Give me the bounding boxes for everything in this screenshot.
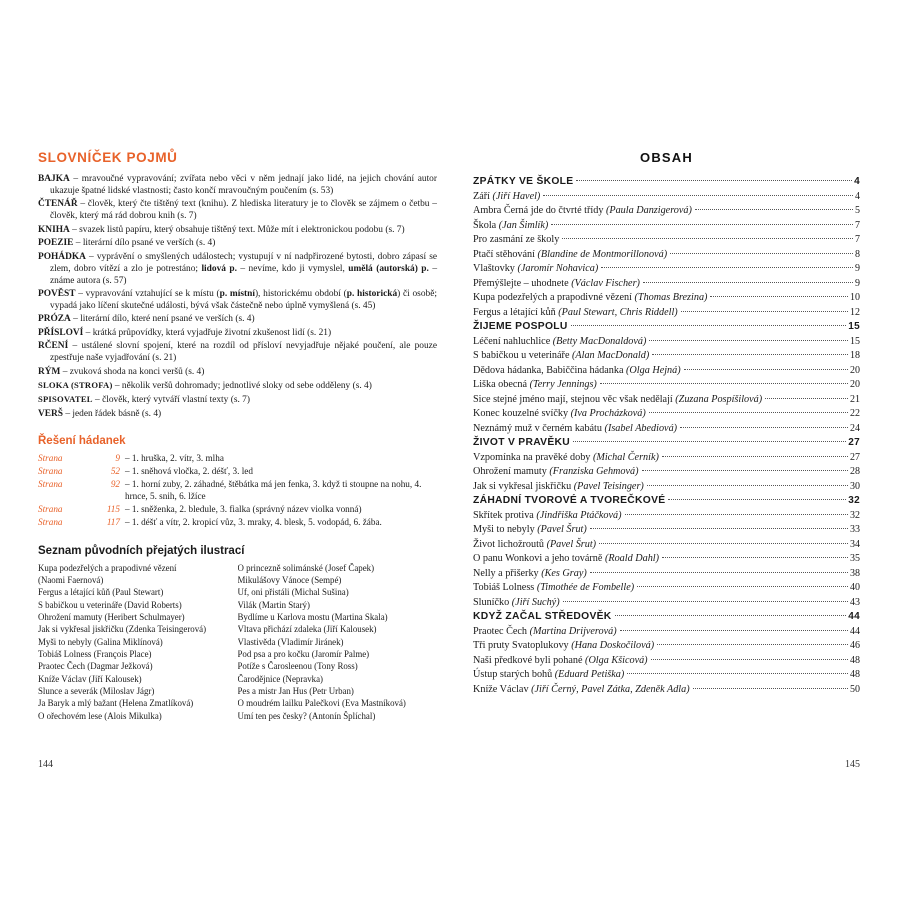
illustration-item: Potíže s Čarosleenou (Tony Ross) xyxy=(237,661,358,672)
toc-entry-page: 32 xyxy=(848,495,860,507)
toc-leader-dots xyxy=(647,485,848,486)
answer-label: Strana xyxy=(38,452,63,463)
toc-entry-title: Fergus a létající kůň (Paul Stewart, Chris Riddell) xyxy=(473,306,678,318)
toc-entry-title: Ptačí stěhování (Blandine de Montmorillonová) xyxy=(473,248,668,260)
toc-entry-row[interactable] xyxy=(473,380,860,390)
illustration-item: Jak si vykřesal jiskřičku (Zdenka Teisingerová) xyxy=(38,624,207,635)
toc-entry-row[interactable] xyxy=(473,467,860,477)
toc-entry-title: Sluníčko (Jiří Suchý) xyxy=(473,596,560,608)
toc-leader-dots xyxy=(563,601,848,602)
toc-entry-row[interactable] xyxy=(473,206,860,216)
toc-entry-row[interactable] xyxy=(473,511,860,521)
answer-row xyxy=(38,466,437,478)
toc-leader-dots xyxy=(551,224,853,225)
toc-entry-row[interactable] xyxy=(473,525,860,535)
answer-label: Strana xyxy=(38,516,63,527)
toc-entry-author: (Pavel Šrut) xyxy=(537,524,587,536)
glossary-term: RÝM xyxy=(38,366,61,377)
toc-entry-page: 46 xyxy=(850,640,860,652)
toc-entry-row[interactable] xyxy=(473,192,860,202)
toc-entry-row[interactable] xyxy=(473,264,860,274)
toc-entry-page: 7 xyxy=(855,219,860,231)
toc-section-row[interactable] xyxy=(473,322,860,332)
toc-entry-row[interactable] xyxy=(473,569,860,579)
toc-entry-row[interactable] xyxy=(473,554,860,564)
toc-leader-dots xyxy=(668,499,846,500)
toc-entry-title: Sice stejné jméno mají, stejnou věc však nedělají (Zuzana Pospíšilová) xyxy=(473,393,763,405)
page-number-left: 144 xyxy=(38,759,53,770)
toc-leader-dots xyxy=(649,340,848,341)
toc-entry-title: Myši to nebyly (Pavel Šrut) xyxy=(473,524,587,536)
glossary-definition: – ustálené slovní spojení, které na rozdíl od přísloví nevyjadřuje nějaké poučení, ale pouze zpestřuje naše vyjadřování (s. 21) xyxy=(50,341,437,364)
toc-entry-author: (Jindřiška Ptáčková) xyxy=(536,509,622,521)
page-title-glossary: SLOVNÍČEK POJMŮ xyxy=(38,150,178,165)
toc-entry-title: O panu Wonkovi a jeho továrně (Roald Dahl) xyxy=(473,553,660,565)
toc-entry-page: 20 xyxy=(850,379,860,391)
toc-entry-author: (Pavel Teisinger) xyxy=(573,480,644,492)
toc-entry-title: Tři pruty Svatoplukovy (Hana Doskočilová) xyxy=(473,640,655,652)
glossary-definition: – literární dílo psané ve verších (s. 4) xyxy=(73,238,216,249)
toc-entry-author: (Iva Procházková) xyxy=(570,408,646,420)
toc-entry-author: (Olga Kšicová) xyxy=(585,654,648,666)
toc-entry-title: Pro zasmání ze školy xyxy=(473,234,560,246)
toc-entry-author: (Paul Stewart, Chris Riddell) xyxy=(558,306,678,318)
toc-entry-row[interactable] xyxy=(473,598,860,608)
glossary-definition: – člověk, který čte tištěný text (knihu). Z hlediska literatury je to člověk se zájmem o četbu – člověk, který má rád dobrou knih (s. 7) xyxy=(50,199,437,222)
toc-entry-page: 9 xyxy=(855,263,860,275)
glossary-term: POHÁDKA xyxy=(38,251,86,262)
illustration-item: Kupa podezřelých a prapodivné vězení xyxy=(38,562,177,573)
toc-entry-author: (Jiří Suchý) xyxy=(511,596,560,608)
glossary-term: RČENÍ xyxy=(38,341,69,352)
toc-entry-page: 7 xyxy=(855,234,860,246)
toc-entry-author: (Isabel Abediová) xyxy=(604,422,678,434)
toc-entry-row[interactable] xyxy=(473,221,860,231)
illustration-item: Myši to nebyly (Galina Miklínová) xyxy=(38,636,163,647)
toc-entry-title: Vzpomínka na pravěké doby (Michal Černík) xyxy=(473,451,659,463)
toc-entry-title: Neznámý muž v černém kabátu (Isabel Abediová) xyxy=(473,422,678,434)
toc-entry-page: 48 xyxy=(850,654,860,666)
toc-entry-title: Praotec Čech (Martina Drijverová) xyxy=(473,625,617,637)
toc-leader-dots xyxy=(601,267,853,268)
toc-entry-title: Ambra Černá jde do čtvrté třídy (Paula Danzigerová) xyxy=(473,205,692,217)
toc-entry-row[interactable] xyxy=(473,308,860,318)
illustration-item: Fergus a létající kůň (Paul Stewart) xyxy=(38,587,164,598)
answer-text: – 1. sněženka, 2. bledule, 3. fialka (správný název violka vonná) xyxy=(125,503,362,514)
toc-entry-author: (Terry Jennings) xyxy=(529,379,597,391)
toc-entry-title: KDYŽ ZAČAL STŘEDOVĚK xyxy=(473,611,612,623)
answer-page-number: 92 xyxy=(110,478,120,489)
toc-entry-title: Dědova hádanka, Babiččina hádanka (Olga Hejná) xyxy=(473,364,681,376)
toc-entry-title: Konec kouzelné svíčky (Iva Procházková) xyxy=(473,408,646,420)
toc-leader-dots xyxy=(642,470,848,471)
toc-entry-page: 12 xyxy=(850,306,860,318)
toc-leader-dots xyxy=(590,572,848,573)
answer-row xyxy=(38,479,437,503)
illustration-item: Slunce a severák (Miloslav Jágr) xyxy=(38,685,155,696)
toc-leader-dots xyxy=(562,238,853,239)
right-page xyxy=(455,0,900,900)
toc-leader-dots xyxy=(643,282,853,283)
toc-leader-dots xyxy=(693,688,848,689)
illustration-item: Tobiáš Lolness (François Place) xyxy=(38,648,152,659)
toc-entry-row[interactable] xyxy=(473,366,860,376)
toc-entry-title: Září (Jiří Havel) xyxy=(473,190,541,202)
toc-entry-row[interactable] xyxy=(473,583,860,593)
toc-entry-page: 43 xyxy=(850,596,860,608)
illustration-item: O ořechovém lese (Alois Mikulka) xyxy=(38,710,162,721)
answers-heading: Řešení hádanek xyxy=(38,434,126,447)
toc-entry-author: (Franziska Gehmová) xyxy=(549,466,639,478)
toc-entry-title: ZÁHADNÍ TVOROVÉ A TVOREČKOVÉ xyxy=(473,495,666,507)
glossary-term: PRÓZA xyxy=(38,314,71,325)
toc-entry-page: 50 xyxy=(850,683,860,695)
illustrations-heading: Seznam původních přejatých ilustrací xyxy=(38,544,245,557)
toc-entry-page: 27 xyxy=(848,437,860,449)
toc-entry-title: Liška obecná (Terry Jennings) xyxy=(473,379,597,391)
toc-entry-author: (Jiří Černý, Pavel Zátka, Zdeněk Adla) xyxy=(531,683,690,695)
toc-entry-row[interactable] xyxy=(473,293,860,303)
illustration-item: O moudrém lailku Palečkovi (Eva Mastníková) xyxy=(237,698,406,709)
toc-leader-dots xyxy=(651,659,848,660)
toc-entry-page: 21 xyxy=(850,393,860,405)
toc-leader-dots xyxy=(710,296,848,297)
glossary-definition: – literární dílo, které není psané ve verších (s. 4) xyxy=(70,314,255,325)
toc-entry-row[interactable] xyxy=(473,250,860,260)
toc-leader-dots xyxy=(625,514,848,515)
toc-entry-page: 33 xyxy=(850,524,860,536)
toc-leader-dots xyxy=(573,441,846,442)
glossary-entry xyxy=(38,341,437,365)
illustration-item: Mikulášovy Vánoce (Sempé) xyxy=(237,574,342,585)
illustration-item: Pod psa a pro kočku (Jaromír Palme) xyxy=(237,648,370,659)
toc-entry-title: S babičkou u veterináře (Alan MacDonald) xyxy=(473,350,650,362)
toc-entry-row[interactable] xyxy=(473,424,860,434)
toc-leader-dots xyxy=(600,383,848,384)
toc-entry-page: 28 xyxy=(850,466,860,478)
toc-leader-dots xyxy=(649,412,848,413)
toc-entry-author: (Jan Šimlík) xyxy=(498,219,549,231)
toc-entry-author: (Olga Hejná) xyxy=(626,364,681,376)
toc-entry-page: 10 xyxy=(850,292,860,304)
toc-entry-page: 34 xyxy=(850,538,860,550)
toc-leader-dots xyxy=(681,311,848,312)
toc-entry-author: (Kes Gray) xyxy=(541,567,587,579)
glossary-entry xyxy=(38,238,437,250)
answer-text: – 1. hruška, 2. vítr, 3. mlha xyxy=(125,452,224,463)
toc-entry-title: Ohrožení mamuty (Franziska Gehmová) xyxy=(473,466,639,478)
toc-entry-author: (Thomas Brezina) xyxy=(634,292,708,304)
glossary-term: KNIHA xyxy=(38,224,70,235)
toc-entry-row[interactable] xyxy=(473,482,860,492)
glossary-definition: – člověk, který vytváří vlastní texty (s. 7) xyxy=(92,395,250,406)
toc-entry-row[interactable] xyxy=(473,351,860,361)
toc-entry-page: 44 xyxy=(848,611,860,623)
glossary-definition: – jeden řádek básně (s. 4) xyxy=(63,408,162,419)
toc-entry-page: 30 xyxy=(850,480,860,492)
answers-list xyxy=(38,453,437,529)
glossary-term: PŘÍSLOVÍ xyxy=(38,327,84,338)
toc-entry-title: Jak si vykřesal jiskřičku (Pavel Teisinger) xyxy=(473,480,644,492)
toc-entry-author: (Timothée de Fombelle) xyxy=(536,582,635,594)
toc-entry-page: 48 xyxy=(850,669,860,681)
toc-entry-author: (Pavel Šrut) xyxy=(546,538,597,550)
glossary-definition: – vyprávění o smyšlených událostech; vystupují v ní nadpřirozené bytosti, dobro zápasí se zlem, dobro vítězí a zlo je potrestáno; lidová p. – nevíme, kdo ji vymyslel, umělá (autorská) p. – známe autora (s. 57) xyxy=(50,251,438,286)
toc-entry-page: 9 xyxy=(855,277,860,289)
toc-section-row[interactable] xyxy=(473,438,860,448)
glossary-term: SPISOVATEL xyxy=(38,394,93,405)
toc-entry-title: Tobiáš Lolness (Timothée de Fombelle) xyxy=(473,582,635,594)
answer-row xyxy=(38,504,437,516)
illustrations-column-2 xyxy=(238,563,438,723)
table-of-contents-title: OBSAH xyxy=(640,150,693,165)
toc-entry-author: (Michal Černík) xyxy=(592,451,659,463)
answer-text: – 1. sněhová vločka, 2. déšť, 3. led xyxy=(125,465,253,476)
toc-leader-dots xyxy=(657,644,848,645)
answer-page-number: 117 xyxy=(106,516,120,527)
toc-entry-page: 32 xyxy=(850,509,860,521)
toc-leader-dots xyxy=(620,630,848,631)
toc-entry-title: Skřítek protiva (Jindřiška Ptáčková) xyxy=(473,509,622,521)
toc-leader-dots xyxy=(571,325,847,326)
toc-leader-dots xyxy=(680,427,848,428)
glossary-entry xyxy=(38,199,437,223)
answer-page-number: 52 xyxy=(110,465,120,476)
illustration-item: Ohrožení mamuty (Heribert Schulmayer) xyxy=(38,611,185,622)
toc-entry-row[interactable] xyxy=(473,627,860,637)
toc-leader-dots xyxy=(765,398,848,399)
toc-entry-title: ZPÁTKY VE ŠKOLE xyxy=(473,176,574,187)
toc-leader-dots xyxy=(662,557,848,558)
toc-entry-page: 15 xyxy=(850,335,860,347)
toc-leader-dots xyxy=(652,354,848,355)
glossary-definition: – krátká průpovídky, která vyjadřuje životní zkušenost lidí (s. 21) xyxy=(83,327,332,338)
toc-entry-author: (Martina Drijverová) xyxy=(529,625,617,637)
toc-entry-page: 15 xyxy=(848,321,860,333)
toc-entry-author: (Jiří Havel) xyxy=(492,190,541,202)
toc-entry-title: ŽIVOT V PRAVĚKU xyxy=(473,437,570,449)
glossary-list xyxy=(38,174,437,421)
toc-leader-dots xyxy=(627,673,848,674)
glossary-definition: – několik veršů dohromady; jednotlivé sloky od sebe odděleny (s. 4) xyxy=(112,381,372,391)
toc-entry-author: (Alan MacDonald) xyxy=(572,350,650,362)
toc-entry-page: 20 xyxy=(850,364,860,376)
answer-row xyxy=(38,517,437,529)
glossary-definition: – mravoučné vypravování; zvířata nebo věci v něm jednají jako lidé, na jejich chování autor ukazuje špatné lidské vlastnosti; často končí mravoučným poučením (s. 53) xyxy=(50,174,437,196)
toc-leader-dots xyxy=(695,209,853,210)
answer-label: Strana xyxy=(38,478,63,489)
glossary-definition: – zvuková shoda na konci veršů (s. 4) xyxy=(60,366,205,377)
illustration-item: Praotec Čech (Dagmar Ježková) xyxy=(38,661,153,672)
toc-leader-dots xyxy=(576,180,852,181)
toc-leader-dots xyxy=(670,253,853,254)
toc-section-row[interactable] xyxy=(473,177,860,187)
toc-entry-title: Přemýšlejte – uhodnete (Václav Fischer) xyxy=(473,277,640,289)
toc-section-row[interactable] xyxy=(473,496,860,506)
glossary-entry xyxy=(38,314,437,326)
toc-entry-author: (Eduard Petiška) xyxy=(554,669,625,681)
toc-entry-title: Kníže Václav (Jiří Černý, Pavel Zátka, Zdeněk Adla) xyxy=(473,683,690,695)
table-of-contents xyxy=(473,177,860,695)
answer-row xyxy=(38,453,437,465)
glossary-term: POVĚST xyxy=(38,288,76,299)
toc-leader-dots xyxy=(599,543,848,544)
glossary-entry xyxy=(38,367,437,379)
answer-text: – 1. horní zuby, 2. záhadné, štěbátka má jen fenka, 3. když ti stoupne na nohu, 4. hrnce, 5. snih, 6. lžíce xyxy=(125,478,422,501)
illustration-item: Čarodějnice (Nepravka) xyxy=(237,673,323,684)
toc-entry-row[interactable] xyxy=(473,235,860,245)
toc-entry-row[interactable] xyxy=(473,453,860,463)
toc-entry-author: (Blandine de Montmorillonová) xyxy=(537,248,668,260)
toc-entry-page: 5 xyxy=(855,205,860,217)
toc-leader-dots xyxy=(662,456,848,457)
glossary-entry xyxy=(38,409,437,421)
toc-entry-author: (Václav Fischer) xyxy=(571,277,640,289)
glossary-term: ČTENÁŘ xyxy=(38,199,78,210)
glossary-term: BAJKA xyxy=(38,174,70,184)
page-number-right: 145 xyxy=(845,759,860,770)
answer-page-number: 9 xyxy=(115,452,120,463)
illustration-item: Vltava přichází zdaleka (Jiří Kalousek) xyxy=(237,624,377,635)
toc-entry-page: 24 xyxy=(850,422,860,434)
toc-entry-row[interactable] xyxy=(473,279,860,289)
illustrations-list xyxy=(38,563,437,723)
illustration-item: Kníže Václav (Jiří Kalousek) xyxy=(38,673,142,684)
toc-entry-page: 22 xyxy=(850,408,860,420)
toc-leader-dots xyxy=(637,586,848,587)
illustration-item: Vilák (Martin Starý) xyxy=(237,599,310,610)
toc-entry-page: 44 xyxy=(850,625,860,637)
illustrations-column-1 xyxy=(38,563,238,723)
glossary-entry xyxy=(38,328,437,340)
toc-entry-page: 4 xyxy=(855,190,860,202)
toc-entry-row[interactable] xyxy=(473,409,860,419)
toc-entry-title: Vlaštovky (Jaromír Nohavica) xyxy=(473,263,599,275)
toc-entry-author: (Hana Doskočilová) xyxy=(571,640,655,652)
toc-entry-row[interactable] xyxy=(473,685,860,695)
toc-leader-dots xyxy=(543,195,853,196)
glossary-term: POEZIE xyxy=(38,238,74,249)
glossary-entry xyxy=(38,289,437,313)
toc-leader-dots xyxy=(615,615,847,616)
illustration-item: O princezně solimánské (Josef Čapek) xyxy=(237,562,375,573)
toc-entry-title: Naši předkové byli pohané (Olga Kšicová) xyxy=(473,654,648,666)
illustration-item: Uf, oni přistáli (Michal Sušina) xyxy=(237,587,349,598)
toc-entry-title: Nelly a přišerky (Kes Gray) xyxy=(473,567,587,579)
toc-entry-title: Ústup starých bohů (Eduard Petiška) xyxy=(473,669,625,681)
toc-entry-title: Život lichožroutů (Pavel Šrut) xyxy=(473,538,597,550)
answer-label: Strana xyxy=(38,503,63,514)
toc-entry-author: (Paula Danzigerová) xyxy=(605,205,692,217)
illustration-item: S babičkou u veterináře (David Roberts) xyxy=(38,599,182,610)
illustration-item: Pes a mistr Jan Hus (Petr Urban) xyxy=(237,685,354,696)
toc-entry-author: (Jaromír Nohavica) xyxy=(517,263,599,275)
toc-entry-title: Léčení nahluchlice (Betty MacDonaldová) xyxy=(473,335,647,347)
illustration-item: Umí ten pes česky? (Antonín Šplíchal) xyxy=(237,710,376,721)
toc-entry-row[interactable] xyxy=(473,656,860,666)
glossary-entry xyxy=(38,380,437,393)
toc-entry-author: (Roald Dahl) xyxy=(604,553,660,565)
glossary-term: VERŠ xyxy=(38,408,64,419)
glossary-entry xyxy=(38,174,437,198)
answer-page-number: 115 xyxy=(106,503,120,514)
illustration-item: (Naomi Faernová) xyxy=(38,574,104,585)
toc-entry-page: 40 xyxy=(850,582,860,594)
toc-entry-author: (Zuzana Pospíšilová) xyxy=(675,393,763,405)
glossary-definition: – vypravování vztahující se k místu (p. místní), historickému období (p. historická) či osobě; vypadá jako líčení skutečné události, bývá však částečně nebo úplně vymyšlená (s. 45) xyxy=(50,288,437,311)
illustration-item: Ja Baryk a mlý bažant (Helena Zmatlíková) xyxy=(38,698,194,709)
toc-entry-title: ŽIJEME POSPOLU xyxy=(473,321,568,333)
toc-leader-dots xyxy=(590,528,848,529)
glossary-entry xyxy=(38,225,437,237)
toc-entry-page: 38 xyxy=(850,567,860,579)
answer-label: Strana xyxy=(38,465,63,476)
toc-entry-page: 8 xyxy=(855,248,860,260)
toc-entry-row[interactable] xyxy=(473,670,860,680)
illustration-item: Bydlíme u Karlova mostu (Martina Skala) xyxy=(237,611,388,622)
toc-section-row[interactable] xyxy=(473,612,860,622)
toc-entry-page: 4 xyxy=(854,176,860,187)
glossary-entry xyxy=(38,394,437,407)
toc-entry-page: 18 xyxy=(850,350,860,362)
glossary-term: SLOKA (STROFA) xyxy=(38,380,113,390)
toc-entry-title: Škola (Jan Šimlík) xyxy=(473,219,549,231)
toc-entry-page: 35 xyxy=(850,553,860,565)
toc-entry-page: 27 xyxy=(850,451,860,463)
toc-entry-title: Kupa podezřelých a prapodivné vězení (Thomas Brezina) xyxy=(473,292,708,304)
glossary-entry xyxy=(38,252,437,288)
glossary-definition: – svazek listů papíru, který obsahuje tištěný text. Může mít i elektronickou podobu (s. 7) xyxy=(69,224,405,235)
answer-text: – 1. déšť a vítr, 2. kropicí vůz, 3. mraky, 4. blesk, 5. vodopád, 6. žába. xyxy=(125,516,382,527)
toc-entry-row[interactable] xyxy=(473,337,860,347)
toc-leader-dots xyxy=(684,369,848,370)
toc-entry-author: (Betty MacDonaldová) xyxy=(552,335,647,347)
illustration-item: Vlastivěda (Vladimír Jiránek) xyxy=(237,636,344,647)
toc-entry-row[interactable] xyxy=(473,641,860,651)
toc-entry-row[interactable] xyxy=(473,540,860,550)
toc-entry-row[interactable] xyxy=(473,395,860,405)
